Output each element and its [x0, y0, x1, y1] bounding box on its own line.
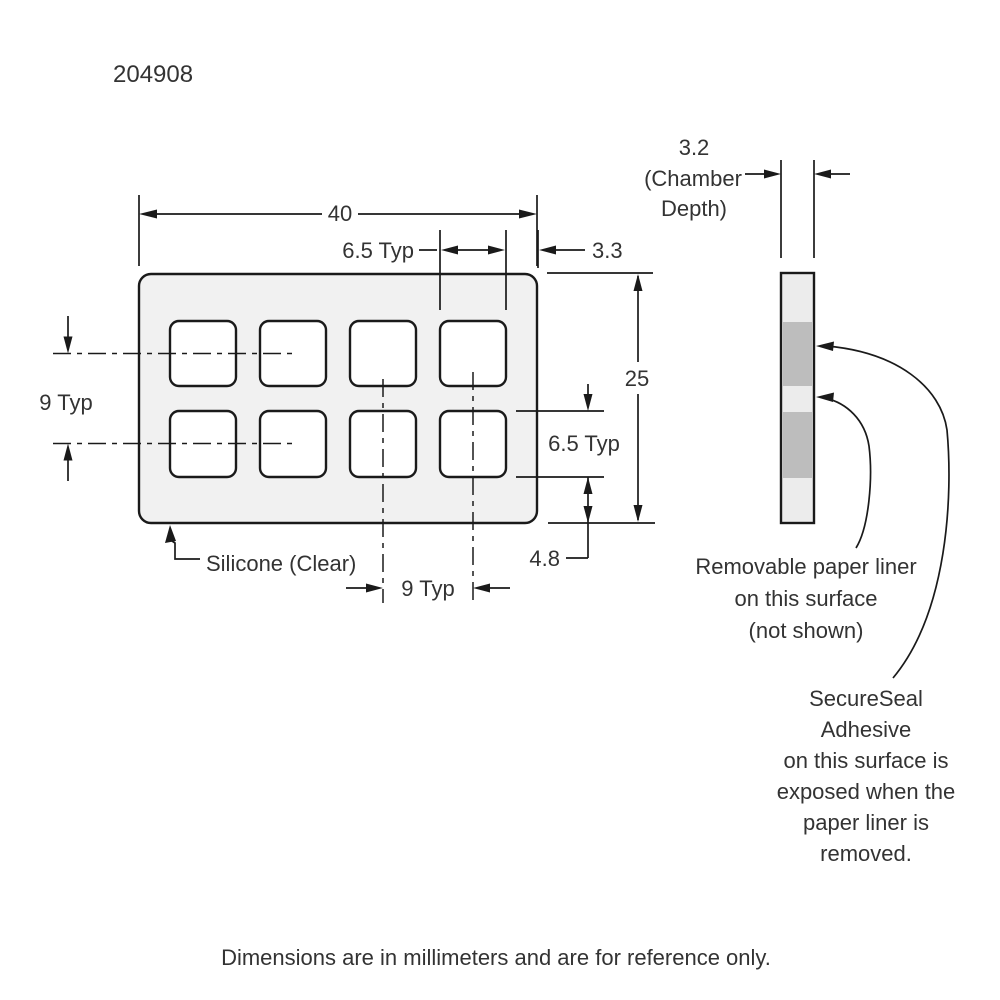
liner-note-line2: on this surface	[734, 586, 878, 611]
dim-right-margin	[538, 230, 623, 268]
dim-overall-width	[139, 195, 537, 266]
dim-overall-height-label: 25	[624, 366, 650, 391]
material-callout	[165, 525, 356, 576]
dim-bottom-margin-label: 4.8	[529, 546, 560, 571]
dim-col-pitch-label: 9 Typ	[401, 576, 455, 601]
material-label: Silicone (Clear)	[206, 551, 357, 576]
adhesive-note-line3: on this surface is	[783, 748, 949, 773]
footer-note: Dimensions are in millimeters and are for reference only.	[221, 945, 771, 970]
adhesive-note-line5: paper liner is	[803, 810, 929, 835]
dim-chamber-depth-label-line2: (Chamber	[644, 166, 742, 191]
dim-row-pitch	[39, 316, 92, 481]
part-number: 204908	[113, 61, 194, 88]
liner-note-line3: (not shown)	[748, 618, 864, 643]
chamber-cell	[350, 321, 416, 386]
dim-col-pitch	[346, 576, 510, 601]
adhesive-note	[777, 686, 956, 866]
dim-bottom-margin	[529, 477, 592, 571]
dim-chamber-depth-label-line3: Depth)	[660, 196, 728, 221]
liner-note-line1: Removable paper liner	[695, 554, 917, 579]
dim-chamber-height-label: 6.5 Typ	[548, 431, 620, 456]
dim-chamber-depth	[644, 135, 850, 258]
adhesive-note-line6: removed.	[820, 841, 912, 866]
side-chamber-band	[783, 322, 812, 386]
side-panel	[781, 273, 814, 523]
dim-chamber-depth-value: 3.2	[678, 135, 710, 160]
side-view	[644, 135, 955, 866]
dim-row-pitch-label: 9 Typ	[39, 390, 93, 415]
adhesive-note-line1: SecureSeal	[809, 686, 923, 711]
side-chamber-band	[783, 412, 812, 478]
front-view	[39, 195, 655, 603]
dim-right-margin-label: 3.3	[592, 238, 623, 263]
liner-note	[695, 554, 916, 643]
dim-chamber-width-label: 6.5 Typ	[342, 238, 414, 263]
adhesive-note-line4: exposed when the	[776, 779, 956, 804]
gasket-body	[139, 274, 537, 523]
dim-overall-width-label: 40	[327, 201, 353, 226]
liner-leader	[816, 393, 870, 549]
dim-overall-height	[547, 273, 655, 523]
adhesive-note-line2: Adhesive	[820, 717, 912, 742]
